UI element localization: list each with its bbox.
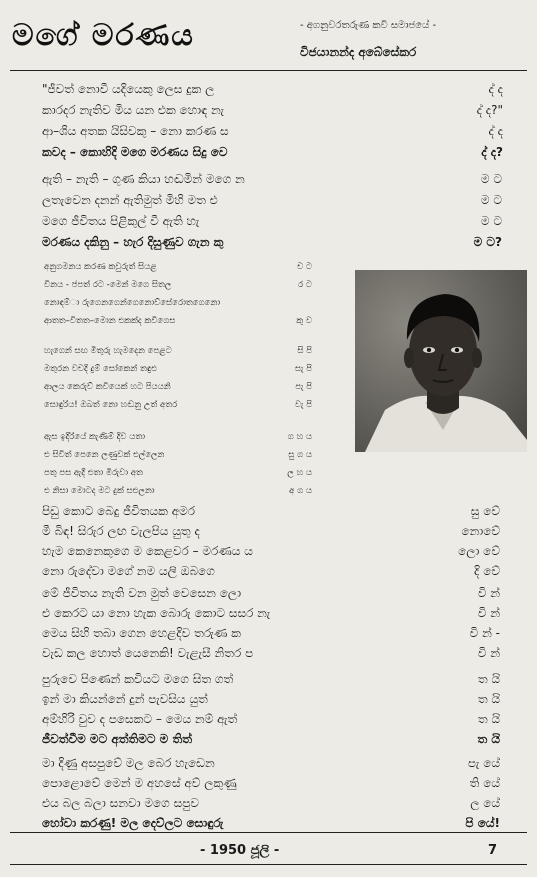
line-end: ර ට <box>298 280 312 290</box>
line-text: ආතත–විතත–මොන එකක්ද කවිගෙස <box>44 316 176 326</box>
poem-line <box>0 124 537 144</box>
line-text: ඇස ඉදිරියේ කැණිම් දිව යතා <box>44 432 146 442</box>
line-text: අම්හිරි වුව ද පසෙකට – මෙය නම් ඇත් <box>42 712 238 726</box>
poem-line <box>0 816 537 836</box>
poem-line <box>0 145 537 165</box>
line-end: ල යේ <box>470 796 500 810</box>
line-text: මගෙ ජීවිතය පිළිකුල් වී ඇති හැ <box>42 214 200 228</box>
poem-subtitle: - අගනුවරතරුණ කවි සමාජයේ - <box>300 20 437 31</box>
line-text: පතු පස ඇදී එතා මිරුවා අත <box>44 468 143 478</box>
author-portrait-photo <box>355 270 527 452</box>
line-end: පැ පි <box>295 382 312 392</box>
line-end: වැ පි <box>295 400 312 410</box>
poem-line <box>0 672 537 692</box>
line-end: ලො වේ <box>458 544 500 558</box>
line-end: ත යි <box>477 712 500 726</box>
poem-line <box>0 235 537 255</box>
line-end: ම ට <box>480 214 502 228</box>
line-text: මී බිඳ! සිරුර ලඟ වැලපිය යුතු ද <box>42 524 200 538</box>
line-end: ති යේ <box>469 776 500 790</box>
poem-line <box>0 564 537 584</box>
poem-line <box>0 732 537 752</box>
line-end: ම ට <box>480 172 502 186</box>
poem-author: විජයානන්ද අබේසේකර <box>300 45 417 59</box>
line-end: නොවේ <box>461 524 500 538</box>
line-text: ඇති – නැති – ගුණ කියා හඬමින් මගෙ න <box>42 172 245 186</box>
poem-line <box>0 776 537 796</box>
line-text: ලතැවෙන දනන් ඇතිමුත් මිහි මත එ <box>42 193 218 207</box>
poem-line <box>0 504 537 524</box>
poem-line <box>0 450 537 470</box>
poem-line <box>0 606 537 626</box>
poem-line <box>0 646 537 666</box>
footer-rule <box>10 864 527 865</box>
line-end: ද් ද <box>488 124 503 138</box>
line-text: පොළොවේ මෙන් ම අහසේ අව් ලකුණු <box>42 776 237 790</box>
poem-line <box>0 486 537 506</box>
line-text: ඉන් මා කියන්නේ දුන් පැවසිය යුත් <box>42 692 208 706</box>
footer-date: - 1950 ජූලි - <box>200 843 280 858</box>
line-end: ම ට? <box>473 235 502 249</box>
line-end: ල හ ය <box>287 468 312 478</box>
line-end: සැ පි <box>295 364 312 374</box>
line-text: හැම කෙනෙකුගෙ ම කෙළවර – මරණය ය <box>42 544 253 558</box>
line-end: කු ව <box>296 316 312 326</box>
line-text: මතුරන වචදි දුම් සෝකෙන් තඳුළු <box>44 364 158 374</box>
line-end: ච ට <box>297 262 312 272</box>
poem-line <box>0 756 537 776</box>
line-end: වි න් - <box>469 626 500 640</box>
line-end: ම ට <box>480 193 502 207</box>
line-text: එ සිවිත් පෙනෙ ලණුවක් එල්ලෙන <box>44 450 165 460</box>
line-end: පැ යේ <box>467 756 500 770</box>
line-text: කවද – කොහිදි මගෙ මරණය සිදු වෙ <box>42 145 228 159</box>
line-text: මෙය සිහි තබා ගෙන හෙළදිව තරුණ ක <box>42 626 241 640</box>
top-rule <box>10 70 527 71</box>
poem-title: මගේ මරණය <box>12 18 195 53</box>
line-end: ත යි <box>477 692 500 706</box>
poem-line <box>0 214 537 234</box>
line-text: කාරදර නැතිව මිය යන එක හොඳ නැ <box>42 103 225 117</box>
line-text: නො රුදේවා මගේ නම යලි ඔබගෙ <box>42 564 215 578</box>
line-text: මරණය දකිනු – හැර දිසුණුව ගැන කු <box>42 235 224 249</box>
line-text: "ජීවත් නොවී යදියෙකු ලෙස දුක ල <box>42 82 215 96</box>
poem-line <box>0 172 537 192</box>
line-text: එ නිසා මොටද මට දුක් සළුලනා <box>44 486 155 496</box>
line-end: වි න් <box>477 586 500 600</box>
poem-line <box>0 796 537 816</box>
line-end: ග හ ය <box>287 432 312 442</box>
bottom-rule <box>10 832 527 833</box>
poem-line <box>0 468 537 488</box>
line-text: හෝවා කරණු! මල දෙව්ලට සොඳුරු <box>42 816 224 830</box>
line-end: ද් ද? <box>481 145 503 159</box>
page-number: 7 <box>488 843 498 858</box>
line-end: සි පි <box>297 346 312 356</box>
line-end: සු වේ <box>470 504 500 518</box>
line-end: දි වේ <box>474 564 500 578</box>
line-text: පිඩු කොට බෙදු ජීවිතයක අමර <box>42 504 195 518</box>
line-text: එ කෙරට යා නො හැක බොරු කොට සසර නැ <box>42 606 271 620</box>
poem-line <box>0 626 537 646</box>
line-text: සොඳුරිය! ඔබත් නො හඬනු උත් අතර <box>44 400 178 410</box>
line-end: වි න් <box>477 646 500 660</box>
poem-line <box>0 524 537 544</box>
line-text: විනය - ජපත් රට -මෙන් මගෙ සිතල <box>44 280 172 290</box>
poem-line <box>0 103 537 123</box>
line-text: මා දිණු අසපුවේ මල බෙර හැඩෙන <box>42 756 215 770</box>
line-text: නොඳම්ා රුගෙනගෙන්ගෙනොව්සේරොතගෙනො <box>44 298 221 308</box>
poem-line <box>0 586 537 606</box>
line-end: ද් ද <box>488 82 503 96</box>
line-text: පුරුවෙ පිණෙන් කවියට මගෙ සිත ගත් <box>42 672 234 686</box>
line-text: එය බල බලා සනවා මගෙ සපුව <box>42 796 199 810</box>
line-end: අ ග ය <box>289 486 312 496</box>
line-end: ත යි <box>477 732 500 746</box>
line-end: වි න් <box>477 606 500 620</box>
line-text: වැඩ කල හොත් යෙනෙකි! වැළැසී නිතර ප <box>42 646 254 660</box>
line-end: සු ග ය <box>288 450 312 460</box>
line-text: ජීවත්වීම මට අත්තිමට ම තිත් <box>42 732 192 746</box>
line-text: මේ ජීවිතය නැති වන මුත් වෙසෙන ලො <box>42 586 242 600</box>
line-end: ත යි <box>477 672 500 686</box>
poem-line <box>0 193 537 213</box>
poem-line <box>0 82 537 102</box>
line-end: ද් ද?" <box>476 103 503 117</box>
poem-line <box>0 544 537 564</box>
line-end: පි යේ! <box>465 816 500 830</box>
line-text: අනුගමනය කරණ කවුරුත් සියළ <box>44 262 157 272</box>
poem-line <box>0 712 537 732</box>
line-text: ආලය කෙරුව් කවියෙක් හට පියයනි <box>44 382 171 392</box>
poem-line <box>0 692 537 712</box>
line-text: ආ–ශිය අතක යිසිවකු – නො කරණ ස <box>42 124 229 138</box>
line-text: හැගෙන් සඟ මිතුරු හැමදෙන පෙළට <box>44 346 172 356</box>
